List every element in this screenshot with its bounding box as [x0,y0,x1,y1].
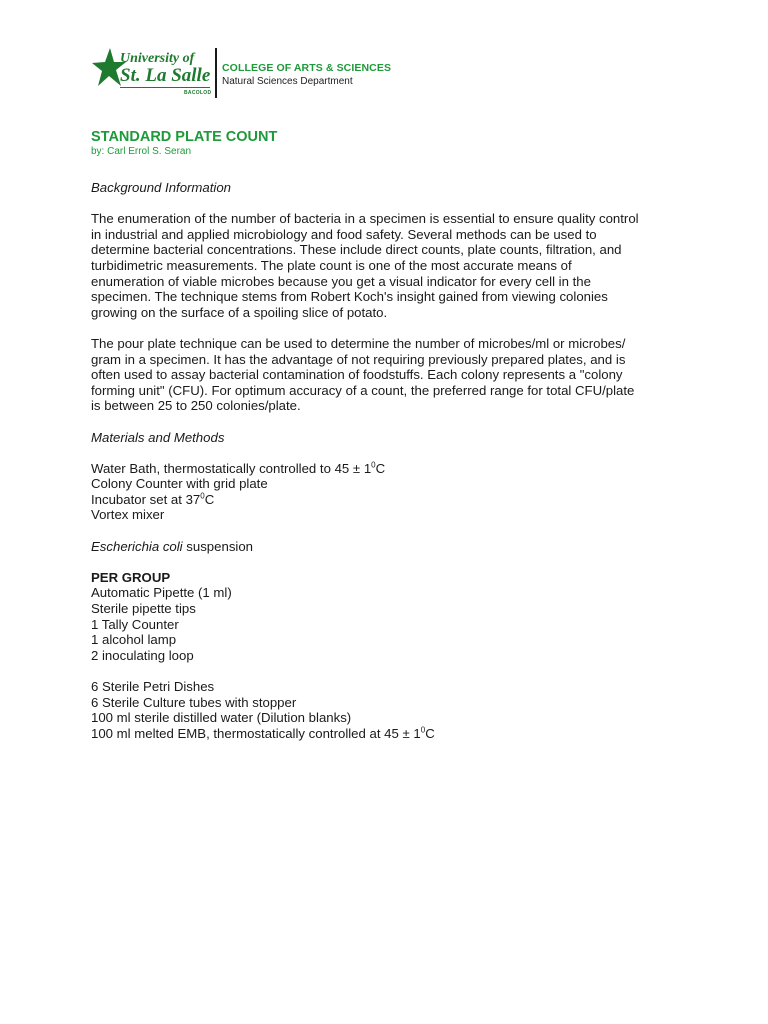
logo-line2: St. La Salle [120,65,211,86]
equipment-item: Incubator set at $37^0C$ [91,491,215,507]
per-group-item: Sterile pipette tips [91,601,196,617]
para2-line: is between 25 to 250 colonies/plate. [91,398,301,414]
para1-line: determine bacterial concentrations. These include direct counts, plate counts, filtration, and [91,242,622,258]
para1-line: The enumeration of the number of bacteria in a specimen is essential to ensure quality control [91,211,639,227]
para1-line: growing on the surface of a spoiling slice of potato. [91,304,388,320]
header-divider [215,48,217,98]
per-group-item: 1 alcohol lamp [91,632,177,648]
university-logo [92,46,214,98]
logo-wordmark [120,52,210,85]
supply-item: 6 Sterile Culture tubes with stopper [91,694,297,710]
logo-city: BACOLOD [184,90,212,96]
para1-line: in industrial and applied microbiology and food safety. Several methods can be used to [91,226,597,242]
para1-line: specimen. The technique stems from Robert Koch's insight gained from viewing colonies [91,289,608,305]
equipment-item: Water Bath, thermostatically controlled to $45 \pm 1^0C$ [91,460,386,476]
per-group-item: 1 Tally Counter [91,616,179,632]
background-paragraph-1 [91,211,681,320]
para2-line: gram in a specimen. It has the advantage of not requiring previously prepared plates, and is [91,351,626,367]
materials-heading: Materials and Methods [91,429,225,445]
equipment-item: Vortex mixer [91,507,165,523]
logo-rule [120,87,210,88]
equipment-list [91,461,681,523]
background-heading: Background Information [91,180,232,195]
supply-item: 100 ml sterile distilled water (Dilution blanks) [91,710,352,726]
per-group-item: 2 inoculating loop [91,647,194,663]
document-byline: by: Carl Errol S. Seran [91,146,192,157]
logo-line1: University of [120,51,195,66]
letterhead [92,46,512,98]
per-group-item: Automatic Pipette (1 ml) [91,585,232,601]
background-paragraph-2 [91,336,681,414]
department-name: Natural Sciences Department [222,76,353,87]
supplies-list [91,679,681,741]
supply-item: 100 ml melted EMB, thermostatically controlled at $45 \pm 1^0C$ [91,725,435,741]
para1-line: turbidimetric measurements. The plate count is one of the most accurate means of [91,257,572,273]
ecoli-suspension: Escherichia coli suspension [91,538,254,554]
para2-line: often used to assay bacterial contamination of foodstuffs. Each colony represents a "colony [91,367,623,383]
per-group-heading: PER GROUP [91,569,171,585]
per-group-list [91,585,681,663]
para2-line: forming unit" (CFU). For optimum accuracy of a count, the preferred range for total CFU/plate [91,382,635,398]
supply-item: 6 Sterile Petri Dishes [91,679,215,694]
document-body [91,128,681,741]
para2-line: The pour plate technique can be used to determine the number of microbes/ml or microbes/ [91,335,626,351]
equipment-item: Colony Counter with grid plate [91,476,268,492]
document-title: STANDARD PLATE COUNT [91,129,278,145]
para1-line: enumeration of viable microbes because you get a visual indicator for every cell in the [91,273,591,289]
college-name: COLLEGE OF ARTS & SCIENCES [222,62,392,74]
